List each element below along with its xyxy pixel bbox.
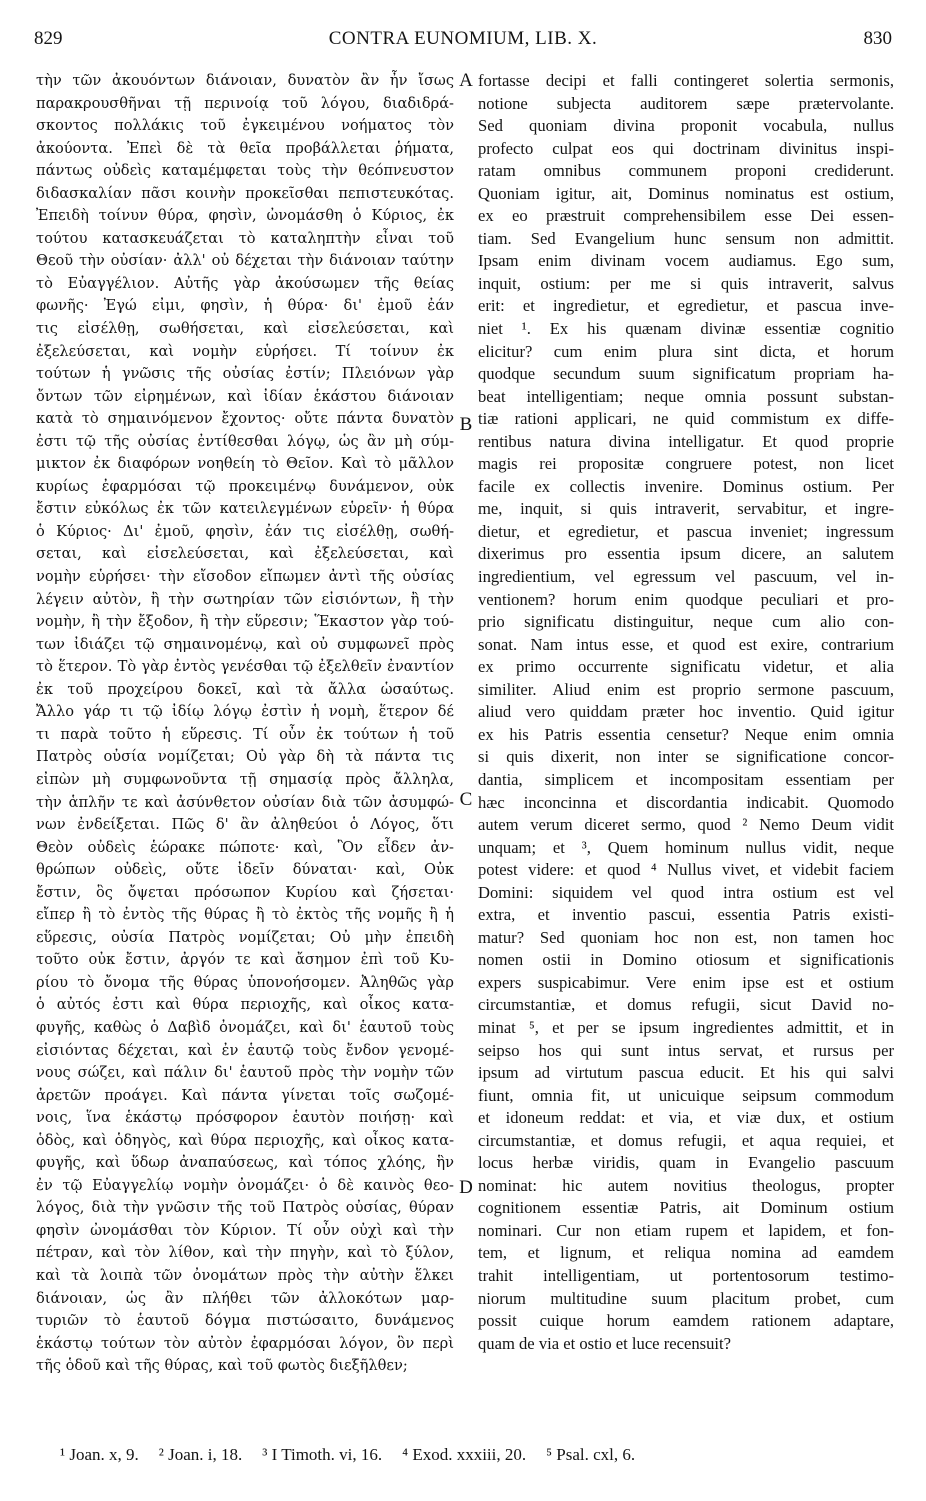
greek-text-line: τις εἰσέλθῃ, σωθήσεται, καὶ εἰσελεύσεται, καὶ: [36, 320, 454, 338]
latin-text-line: si quis dixerit, non inter se significatione concor-: [478, 747, 894, 767]
greek-text-line: εἴπερ ἢ τὸ ἐντὸς τῆς θύρας ἢ τὸ ἐκτὸς τῆς νομῆς ἢ ἡ: [36, 906, 454, 924]
greek-text-line: φυγῆς, καθὼς ὁ Δαβὶδ ὀνομάζει, καὶ δι' ἑαυτοῦ τοὺς: [36, 1018, 454, 1036]
greek-text-line: μικτον ἐκ διαφόρων νοηθείη τὸ Θεῖον. Καὶ τὸ μᾶλλον: [36, 455, 454, 473]
greek-text-line: λέγειν αὐτὸν, ἢ τὴν σωτηρίαν τῶν εἰσιόντων, ἢ τὴν: [36, 590, 454, 608]
greek-text-line: ἐστι τῷ τῆς οὐσίας ἐντίθεσθαι λόγῳ, ὡς ἂν μὴ σύμ-: [36, 432, 454, 450]
latin-text-line: possit cuique horum eamdem rationem adaptare,: [478, 1311, 894, 1331]
latin-text-line: ex primo occurrente significatu videtur, et alia: [478, 657, 894, 677]
latin-text-line: Quoniam igitur, ait, Dominus nominatus est ostium,: [478, 183, 894, 203]
greek-text-line: κυρίως ἐφαρμόσαι τῷ προκειμένῳ δυνάμενον, οὐκ: [36, 477, 454, 495]
latin-text-line: me, inquit, si quis intraverit, servabitur, et ingre-: [478, 499, 894, 519]
latin-text-line: seipso hos qui sunt intus servat, et rursus per: [478, 1040, 894, 1060]
greek-text-line: εἰσιόντας δέχεται, καὶ ἐν ἑαυτῷ τοὺς ἔνδον γενομέ-: [36, 1041, 454, 1059]
latin-text-line: cognitionem essentiæ Patris, ait Dominum ostium: [478, 1198, 894, 1218]
latin-text-line: ventionem? horum enim quodque peculiari et pro-: [478, 589, 894, 609]
latin-text-line: matur? Sed quoniam hoc non est, non tamen hoc: [478, 927, 894, 947]
greek-text-line: ρίου τὸ ὄνομα τῆς θύρας ὑπονοήσομεν. Ἀληθῶς γὰρ: [36, 973, 454, 991]
latin-text-line: quodque secundum suum significatum propriam ha-: [478, 364, 894, 384]
latin-text-line: ex eo præstruit comprehensibilem esse Dei essen-: [478, 206, 894, 226]
latin-text-column: [478, 70, 894, 1430]
latin-text-line: circumstantiæ, et domus refugii, sicut David no-: [478, 995, 894, 1015]
section-marker-b: B: [459, 414, 473, 435]
greek-text-line: τοῦτο οὐκ ἔστιν, ἀργόν τε καὶ ἄσημον ἐπὶ τοῦ Κυ-: [36, 951, 454, 969]
latin-text-line: rentibus natura divina intelligatur. Et quod proprie: [478, 431, 894, 451]
latin-text-line: potest videre: et quod ⁴ Nullus vivet, et videbit faciem: [478, 860, 894, 880]
latin-text-line: ingredientium, vel egressum vel pascuum, vel in-: [478, 567, 894, 587]
latin-text-line: sonat. Nam intus esse, et quod est exire, contrarium: [478, 634, 894, 654]
latin-text-line: beat intelligentiam; neque omnia possunt substan-: [478, 386, 894, 406]
greek-text-line: νων ἐνδείξεται. Πῶς δ' ἂν ἀληθεύοι ὁ Λόγος, ὅτι: [36, 816, 454, 834]
greek-text-line: τούτου κατασκευάζεται τὸ καταληπτὴν εἶναι τοῦ: [36, 229, 454, 247]
latin-text-line: Ipsam enim divinam vocem audiamus. Ego sum,: [478, 251, 894, 271]
greek-text-line: καὶ τὰ λοιπὰ τῶν ὀνομάτων πρὸς τὴν αὐτὴν ἕλκει: [36, 1266, 454, 1284]
greek-text-line: ὁδὸς, καὶ ὁδηγὸς, καὶ θύρα περιοχῆς, καὶ οἶκος κατα-: [36, 1131, 454, 1149]
footnotes: [60, 1445, 890, 1473]
greek-text-line: ἐν τῷ Εὐαγγελίῳ νομὴν ὀνομάζει· ὁ δὲ καινὸς θεο-: [36, 1176, 454, 1194]
latin-text-line: ipsum ad virtutum pascua educit. Et his qui salvi: [478, 1063, 894, 1083]
greek-text-line: νους σώζει, καὶ πάλιν δι' ἑαυτοῦ πρὸς τὴν νομὴν τῶν: [36, 1064, 454, 1082]
latin-text-line: tiam. Sed Evangelium hunc sensum non admittit.: [478, 228, 894, 248]
greek-text-line: τούτων ἡ γνῶσις τῆς οὐσίας ἐστίν; Πλειόνων γὰρ: [36, 365, 454, 383]
footnote: ³ I Timoth. vi, 16.: [262, 1445, 383, 1464]
greek-text-line: Ἐπειδὴ τοίνυν θύρα, φησὶν, ὠνομάσθη ὁ Κύριος, ἐκ: [36, 207, 454, 225]
latin-text-line: niet ¹. Ex his quænam divinæ essentiæ cognitio: [478, 319, 894, 339]
latin-text-line: dantia, simplicem et incompositam essentiam per: [478, 769, 894, 789]
greek-text-line: σεται, καὶ εἰσελεύσεται, καὶ ἐξελεύσεται, καὶ: [36, 545, 454, 563]
latin-text-line: et idoneum reddat: et via, et viæ dux, et ostium: [478, 1108, 894, 1128]
latin-text-line: tiæ rationi applicari, ne quid commistum ex diffe-: [478, 409, 894, 429]
latin-text-line: fiunt, omnia fit, ut unicuique seipsum commodum: [478, 1085, 894, 1105]
greek-text-line: παρακρουσθῆναι τῇ περινοίᾳ τοῦ λόγου, διαδιδρά-: [36, 94, 454, 112]
latin-text-line: fortasse decipi et falli contingeret solertia sermonis,: [478, 71, 894, 90]
latin-text-line: profecto culpat eos qui doctrinam divinitus inspi-: [478, 138, 894, 158]
greek-text-line: ὁ Κύριος· Δι' ἐμοῦ, φησὶν, ἐάν τις εἰσέλθῃ, σωθή-: [36, 522, 454, 540]
greek-text-line: πέτραν, καὶ τὸν λίθον, καὶ τὴν πηγὴν, καὶ τὸ ξύλον,: [36, 1244, 454, 1262]
footnote: ⁴ Exod. xxxiii, 20.: [402, 1445, 527, 1464]
greek-text-line: ἔστιν, ὃς ὄψεται πρόσωπον Κυρίου καὶ ζήσεται·: [36, 883, 454, 901]
latin-text-line: extra, et inventio pascui, essentia Patris existi-: [478, 905, 894, 925]
page-number-left: 829: [34, 28, 63, 49]
greek-text-line: Θεὸν οὐδεὶς ἑώρακε πώποτε· καὶ, Ὃν εἶδεν ἀν-: [36, 838, 454, 856]
greek-text-line: ἐκ τοῦ προχείρου δοκεῖ, καὶ τὰ ἄλλα ὡσαύτως.: [36, 680, 454, 698]
greek-text-line: φησὶν ὠνομάσθαι τὸν Κύριον. Τί οὖν οὐχὶ καὶ τὴν: [36, 1221, 454, 1239]
latin-text-line: aliud vero quiddam præter hoc inventio. Quid igitur: [478, 702, 894, 722]
greek-text-line: εὕρεσις, οὐσία Πατρὸς νομίζεται; Οὐ μὴν ἐπειδὴ: [36, 928, 454, 946]
latin-text-line: similiter. Aliud enim est proprio sermone pascuum,: [478, 679, 894, 699]
greek-text-line: Θεοῦ τὴν οὐσίαν· ἀλλ' οὐ δέχεται τὴν διάνοιαν ταύτην: [36, 252, 454, 270]
greek-text-line: φυγῆς, καὶ ὕδωρ ἀναπαύσεως, καὶ τόπος χλόης, ἣν: [36, 1154, 454, 1172]
latin-text-line: erit: et ingredietur, et egredietur, et pascua inve-: [478, 296, 894, 316]
greek-text-line: τῆς ὁδοῦ καὶ τῆς θύρας, καὶ τοῦ φωτὸς διεξῆλθεν;: [36, 1357, 408, 1375]
greek-text-line: τυριῶν τὸ ἑαυτοῦ δόγμα πιστώσαιτο, δυνάμενος: [36, 1312, 454, 1330]
greek-text-line: λόγος, διὰ τὴν γνῶσιν τῆς τοῦ Πατρὸς οὐσίας, θύραν: [36, 1199, 454, 1217]
latin-text-line: niorum multitudine suum placitum probet, cum: [478, 1288, 894, 1308]
greek-text-line: διάνοιαν, ὡς ἂν πλήθει τῶν ἀλλοκότων μαρ-: [36, 1289, 454, 1307]
latin-text-line: autem verum diceret sermo, quod ² Nemo Deum vidit: [478, 815, 894, 835]
section-marker-d: D: [459, 1177, 473, 1198]
greek-text-line: ἀρετῶν προάγει. Καὶ πάντα γίνεται τοῖς σωζομέ-: [36, 1086, 454, 1104]
latin-text-line: tem, et lignum, et reliqua nomina ad eamdem: [478, 1243, 894, 1263]
latin-text-line: nomen ostii in Domino otiosum et significationis: [478, 950, 894, 970]
greek-text-line: πάντως οὐδεὶς καταμέμφεται τοὺς τὴν θεόπνευστον: [36, 162, 454, 180]
greek-text-line: σκοντος πολλάκις τοῦ ἐγκειμένου νοήματος τὸν: [36, 117, 454, 135]
latin-text-line: circumstantiæ, et domus refugii, et aqua requiei, et: [478, 1130, 894, 1150]
greek-text-line: ἑκάστῳ τούτων τὸν αὐτὸν ἐφαρμόσαι λόγον, ὃν περὶ: [36, 1334, 454, 1352]
section-marker-c: C: [459, 789, 473, 810]
greek-text-line: νομὴν, ἢ τὴν ἔξοδον, ἢ τὴν εὕρεσιν; Ἕκαστον γὰρ τού-: [36, 613, 454, 631]
latin-text-line: dixerimus pro essentia ipsum dicere, an salutem: [478, 544, 894, 564]
latin-text-line: magis rei propositæ congruere potest, non licet: [478, 454, 894, 474]
greek-text-line: τὴν τῶν ἀκουόντων διάνοιαν, δυνατὸν ἂν ἦν ἴσως: [36, 72, 454, 89]
greek-text-line: τι παρὰ τοῦτο ἡ εὕρεσις. Τί οὖν ἐκ τούτων ἡ τοῦ: [36, 725, 454, 743]
greek-text-line: ἀκούοντα. Ἐπεὶ δὲ τὰ θεῖα προβάλλεται ῥήματα,: [36, 139, 454, 157]
page-number-right: 830: [863, 28, 892, 49]
latin-text-line: ex his Patris essentia censetur? Neque enim omnia: [478, 724, 894, 744]
greek-text-line: Πατρὸς οὐσία νομίζεται; Οὐ γὰρ δὴ τὰ πάντα τις: [36, 748, 454, 766]
latin-text-line: Sed quoniam divina proponit vocabula, nullus: [478, 116, 894, 136]
greek-text-line: ὄντων τῶν εἰρημένων, καὶ ἰδίαν ἑκάστου διάνοιαν: [36, 387, 454, 405]
footnote: ⁵ Psal. cxl, 6.: [546, 1445, 636, 1464]
greek-text-line: νοις, ἵνα ἑκάστῳ πρόσφορον ἑαυτὸν ποιήσῃ· καὶ: [36, 1109, 454, 1127]
latin-text-line: hæc inconcinna et discordantia indicabit. Quomodo: [478, 792, 894, 812]
latin-text-line: facile ex collectis invenire. Dominus ostium. Per: [478, 476, 894, 496]
greek-text-line: των ἰδιάζει τῷ σημαινομένῳ, καὶ οὐ συμφωνεῖ πρὸς: [36, 635, 454, 653]
greek-text-line: εἰπὼν μὴ συμφωνοῦντα τῇ σημασίᾳ πρὸς ἄλληλα,: [36, 770, 454, 788]
latin-text-line: inquit, ostium: per me si quis intraverit, salvus: [478, 273, 894, 293]
greek-text-line: τὴν ἁπλῆν τε καὶ ἀσύνθετον οὐσίαν διὰ τῶν ἀσυμφώ-: [36, 793, 454, 811]
footnote: ² Joan. i, 18.: [158, 1445, 243, 1464]
latin-text-line: notione subjecta auditorem sæpe prætervolante.: [478, 93, 894, 113]
greek-text-line: νομὴν εὑρήσει· τὴν εἴσοδον εἴπωμεν ἀντὶ τῆς οὐσίας: [36, 568, 454, 586]
latin-text-line: Domini: siquidem vel quod intra ostium est vel: [478, 882, 894, 902]
greek-text-line: Ἄλλο γάρ τι τῷ ἰδίῳ λόγῳ ἐστὶν ἡ νομὴ, ἕτερον δέ: [36, 703, 454, 721]
running-header: [34, 28, 892, 58]
greek-text-line: φωνῆς· Ἐγώ εἰμι, φησὶν, ἡ θύρα· δι' ἐμοῦ ἐάν: [36, 297, 454, 315]
greek-text-column: [36, 70, 454, 1430]
greek-text-line: διδασκαλίαν πᾶσι κοινὴν προκεῖσθαι πεπιστευκότας.: [36, 184, 454, 202]
latin-text-line: ratam omnibus communem proponi crediderunt.: [478, 161, 894, 181]
section-marker-a: A: [459, 70, 473, 91]
latin-text-line: prio significatu distinguitur, neque cum alio con-: [478, 612, 894, 632]
latin-text-line: nominari. Cur non etiam rupem et lapidem, et fon-: [478, 1220, 894, 1240]
greek-text-line: ὁ αὐτός ἐστι καὶ θύρα περιοχῆς, καὶ οἶκος κατα-: [36, 996, 454, 1014]
latin-text-line: locus herbæ viridis, quam in Evangelio pascuum: [478, 1153, 894, 1173]
greek-text-line: τὸ ἕτερον. Τὸ γὰρ ἐντὸς γενέσθαι τῷ ἐξελθεῖν ἐναντίον: [36, 658, 454, 676]
greek-text-line: τὸ Εὐαγγέλιον. Αὐτῆς γὰρ ἀκούσωμεν τῆς θείας: [36, 274, 454, 292]
running-title: CONTRA EUNOMIUM, LIB. X.: [328, 28, 598, 49]
latin-text-line: dietur, et egredietur, et pascua inveniet; ingressum: [478, 521, 894, 541]
greek-text-line: θρώπων οὐδεὶς, οὔτε ἰδεῖν δύναται· καὶ, Οὐκ: [36, 861, 454, 879]
latin-text-line: minat ⁵, et per se ipsum ingredientes admittit, et in: [478, 1017, 894, 1037]
latin-text-line: expers suspicabimur. Vere enim ipse est et ostium: [478, 972, 894, 992]
latin-text-line: nominat: hic autem novitius theologus, propter: [478, 1175, 894, 1195]
latin-text-line: elicitur? cum enim plura sint dicta, et horum: [478, 341, 894, 361]
latin-text-line: unquam; et ³, Quem hominum nullus vidit, neque: [478, 837, 894, 857]
greek-text-line: κατὰ τὸ σημαινόμενον ἔχοντος· οὔτε πάντα δυνατὸν: [36, 410, 454, 428]
greek-text-line: ἔστιν εὐκόλως ἐκ τῶν κατειλεγμένων εὑρεῖν· ἡ θύρα: [36, 500, 454, 518]
greek-text-line: ἐξελεύσεται, καὶ νομὴν εὑρήσει. Τί τοίνυν ἐκ: [36, 342, 454, 360]
latin-text-line: quam de via et ostio et luce recensuit?: [478, 1333, 731, 1353]
footnote: ¹ Joan. x, 9.: [60, 1445, 139, 1464]
latin-text-line: trahit intelligentiam, ut portentosorum testimo-: [478, 1265, 894, 1285]
